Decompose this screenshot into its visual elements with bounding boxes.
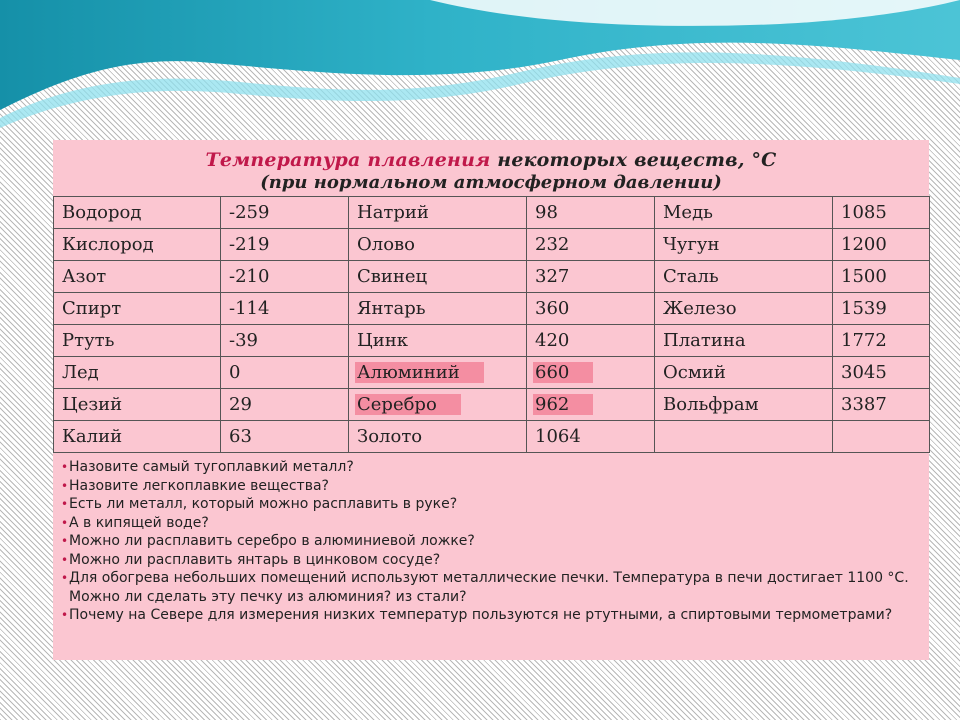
bullet-icon: • [61,497,69,511]
bullet-icon: • [61,534,69,548]
substance-name-cell: Чугун [655,229,833,261]
substance-name-cell: Натрий [349,197,527,229]
melting-temp-cell: -219 [221,229,349,261]
melting-temp-cell: 1500 [833,261,930,293]
question-item [59,532,919,551]
table-row [54,357,930,389]
bullet-icon: • [61,571,69,585]
bullet-icon: • [61,552,69,567]
melting-temp-cell [527,389,655,421]
title-rest: некоторых веществ, °С [490,149,777,171]
melting-temp-cell: 1539 [833,293,930,325]
page-subtitle: (при нормальном атмосферном давлении) [260,172,722,193]
melting-temp-cell: 63 [221,421,349,453]
melting-temp-cell [833,421,930,453]
question-text: А в кипящей воде? [69,514,209,531]
question-item [59,569,919,606]
substance-name-cell [349,389,527,421]
melting-temp-cell: 327 [527,261,655,293]
bullet-icon: • [61,515,69,530]
question-text: Назовите легкоплавкие вещества? [69,477,329,494]
melting-temp-cell: 98 [527,197,655,229]
melting-temp-cell: 360 [527,293,655,325]
substance-name-cell: Вольфрам [655,389,833,421]
melting-temp-cell: -114 [221,293,349,325]
content-panel [53,140,929,660]
question-text: Для обогрева небольших помещений используют металлические печки. Температура в печи достигает 1100 °С. Можно ли сделать эту печку из алюминия? из стали? [69,570,909,605]
table-row [54,421,930,453]
melting-temp-cell: 232 [527,229,655,261]
table-row [54,389,930,421]
bullet-icon: • [61,460,69,474]
melting-temp-cell: -39 [221,325,349,357]
highlighted-text: 962 [533,394,593,415]
melting-temp-cell: 1200 [833,229,930,261]
melting-temp-cell: 29 [221,389,349,421]
substance-name-cell: Осмий [655,357,833,389]
substance-name-cell: Свинец [349,261,527,293]
melting-temp-cell: 1085 [833,197,930,229]
table-row [54,293,930,325]
question-text: Можно ли расплавить янтарь в цинковом сосуде? [69,551,441,568]
question-item [59,458,919,477]
question-item [59,514,919,533]
substance-name-cell: Золото [349,421,527,453]
substance-name-cell: Цезий [54,389,221,421]
table-row [54,261,930,293]
question-text: Можно ли расплавить серебро в алюминиевой ложке? [69,533,475,549]
melting-temp-cell: -210 [221,261,349,293]
melting-temp-cell: 1064 [527,421,655,453]
melting-temp-cell: 420 [527,325,655,357]
substance-name-cell: Платина [655,325,833,357]
melting-temp-cell [527,357,655,389]
substance-name-cell [349,357,527,389]
question-item [59,606,919,625]
substance-name-cell: Ртуть [54,325,221,357]
question-item [59,477,919,496]
highlighted-text: 660 [533,362,593,383]
highlighted-text: Серебро [355,394,461,415]
substance-name-cell: Янтарь [349,293,527,325]
substance-name-cell: Железо [655,293,833,325]
substance-name-cell: Цинк [349,325,527,357]
page-title [53,148,929,172]
question-item [59,495,919,514]
substance-name-cell: Лед [54,357,221,389]
table-row [54,229,930,261]
substance-name-cell: Калий [54,421,221,453]
melting-temp-cell: 1772 [833,325,930,357]
substance-name-cell: Олово [349,229,527,261]
question-item [59,551,919,570]
question-text: Назовите самый тугоплавкий металл? [69,459,354,475]
melting-point-table [53,196,930,453]
bullet-icon: • [61,608,69,622]
table-row [54,325,930,357]
title-block [53,148,929,194]
melting-temp-cell: 3387 [833,389,930,421]
melting-temp-cell: -259 [221,197,349,229]
substance-name-cell: Сталь [655,261,833,293]
wave-banner [0,0,960,140]
substance-name-cell: Водород [54,197,221,229]
question-text: Почему на Севере для измерения низких температур пользуются не ртутными, а спиртовыми термометрами? [69,607,893,623]
table-row [54,197,930,229]
melting-temp-cell: 3045 [833,357,930,389]
question-text: Есть ли металл, который можно расплавить в руке? [69,496,458,512]
substance-name-cell: Азот [54,261,221,293]
questions-list [59,458,919,625]
bullet-icon: • [61,478,69,493]
substance-name-cell: Медь [655,197,833,229]
substance-name-cell: Спирт [54,293,221,325]
title-accent: Температура плавления [205,149,491,171]
substance-name-cell: Кислород [54,229,221,261]
substance-name-cell [655,421,833,453]
highlighted-text: Алюминий [355,362,484,383]
melting-temp-cell: 0 [221,357,349,389]
